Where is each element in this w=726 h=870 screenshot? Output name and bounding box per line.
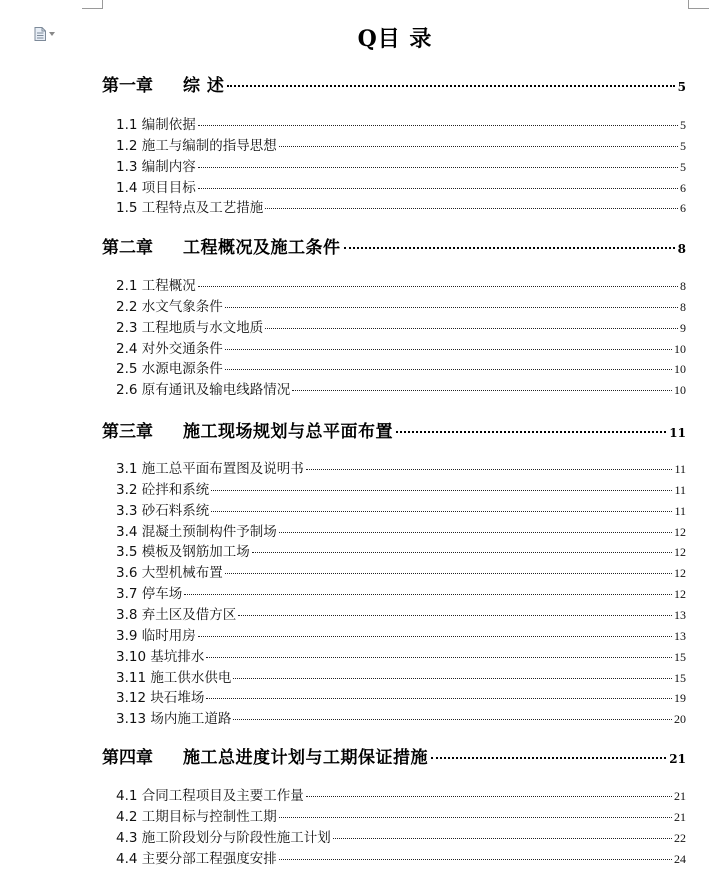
toc-section-entry[interactable]: [116, 689, 686, 707]
chapter-number: 第二章: [102, 238, 153, 258]
chapter-number: 第一章: [102, 76, 153, 96]
toc-section-entry[interactable]: [116, 808, 686, 826]
section-title: 3.10 基坑排水: [116, 648, 205, 665]
page-title: Q目 录: [357, 26, 433, 52]
section-title: 1.2 施工与编制的指导思想: [116, 137, 277, 154]
page-number: 20: [674, 712, 686, 727]
page-number: 13: [674, 607, 686, 622]
dot-leader: [198, 125, 678, 126]
toc-section-entry[interactable]: [116, 199, 686, 217]
section-title: 4.1 合同工程项目及主要工作量: [116, 788, 304, 804]
page-number: 10: [674, 362, 686, 377]
dot-leader: [344, 247, 675, 249]
page-number: 5: [680, 118, 686, 132]
dot-leader: [206, 698, 672, 699]
dot-leader: [198, 167, 678, 168]
page-number: 9: [680, 320, 686, 335]
page-number: 6: [680, 180, 686, 195]
page-number: 13: [674, 628, 686, 643]
section-title: 3.1 施工总平面布置图及说明书: [116, 461, 304, 477]
toc-section-entry[interactable]: [116, 710, 686, 728]
chapter-number: 第四章: [102, 748, 153, 768]
toc-section-entry[interactable]: [116, 340, 686, 358]
toc-section-entry[interactable]: [116, 543, 686, 561]
section-title: 2.4 对外交通条件: [116, 340, 223, 357]
section-title: 1.4 项目目标: [116, 179, 196, 196]
section-title: 3.8 弃土区及借方区: [116, 606, 237, 623]
toc-section-entry[interactable]: [116, 319, 686, 337]
section-title: 2.6 原有通讯及输电线路情况: [116, 382, 291, 399]
toc-section-entry[interactable]: [116, 298, 686, 316]
page-number: 10: [674, 383, 686, 398]
dot-leader: [279, 859, 672, 860]
section-title: 1.1 编制依据: [116, 117, 196, 133]
page-number: 11: [674, 503, 686, 518]
page-number: 5: [680, 138, 686, 153]
dot-leader: [279, 532, 672, 533]
toc-section-entry[interactable]: [116, 137, 686, 155]
section-title: 3.5 模板及钢筋加工场: [116, 544, 250, 561]
section-title: 2.2 水文气象条件: [116, 298, 223, 315]
chapter-title: 综 述: [183, 76, 225, 96]
section-title: 3.4 混凝土预制构件予制场: [116, 523, 277, 540]
section-title: 2.3 工程地质与水文地质: [116, 319, 264, 336]
section-title: 2.5 水源电源条件: [116, 361, 223, 378]
dot-leader: [225, 573, 672, 574]
toc-section-entry[interactable]: [116, 829, 686, 847]
dot-leader: [225, 369, 672, 370]
toc-section-entry[interactable]: [116, 564, 686, 582]
page-number: 19: [674, 691, 686, 706]
page-corner-mark-right: [688, 0, 709, 9]
toc-section-entry[interactable]: [116, 179, 686, 197]
toc-section-entry[interactable]: [116, 669, 686, 687]
toc-section-entry[interactable]: [116, 523, 686, 541]
dot-leader: [211, 511, 672, 512]
page-number: 5: [677, 80, 686, 94]
dot-leader: [211, 490, 672, 491]
page-number: 12: [674, 587, 686, 602]
toc-chapter-entry[interactable]: [102, 420, 686, 445]
dot-leader: [198, 188, 678, 189]
toc-chapter-entry[interactable]: [102, 236, 686, 261]
toc-chapter-entry[interactable]: [102, 74, 686, 99]
page-number: 21: [674, 809, 686, 824]
section-title: 3.2 砼拌和系统: [116, 481, 210, 498]
page-number: 15: [674, 649, 686, 664]
page-number: 22: [674, 830, 686, 845]
toc-section-entry[interactable]: [116, 381, 686, 399]
dot-leader: [184, 594, 672, 595]
toc-section-entry[interactable]: [116, 585, 686, 603]
page-number: 12: [674, 545, 686, 560]
section-title: 3.7 停车场: [116, 586, 183, 603]
page-number: 21: [669, 752, 686, 766]
dot-leader: [198, 286, 678, 287]
dot-leader: [306, 469, 673, 470]
dot-leader: [225, 349, 672, 350]
section-title: 1.5 工程特点及工艺措施: [116, 200, 264, 217]
page-number: 11: [669, 426, 686, 440]
section-title: 4.3 施工阶段划分与阶段性施工计划: [116, 829, 331, 846]
dot-leader: [292, 390, 672, 391]
toc-section-entry[interactable]: [116, 116, 686, 134]
section-title: 4.2 工期目标与控制性工期: [116, 808, 277, 825]
dot-leader: [225, 307, 678, 308]
chapter-number: 第三章: [102, 422, 153, 442]
dot-leader: [265, 208, 678, 209]
dot-leader: [233, 719, 672, 720]
page-number: 24: [674, 851, 686, 866]
dot-leader: [333, 838, 672, 839]
toc-chapter-entry[interactable]: [102, 746, 686, 771]
dot-leader: [265, 328, 678, 329]
dot-leader: [233, 678, 672, 679]
section-title: 3.9 临时用房: [116, 627, 196, 644]
dot-leader: [206, 657, 672, 658]
toc-section-entry[interactable]: [116, 277, 686, 295]
page-corner-mark-left: [82, 0, 103, 9]
section-title: 3.13 场内施工道路: [116, 711, 232, 728]
toc-section-entry[interactable]: [116, 606, 686, 624]
page-number: 6: [680, 201, 686, 216]
section-title: 3.6 大型机械布置: [116, 565, 223, 582]
chapter-title: 施工现场规划与总平面布置: [183, 422, 393, 442]
section-title: 3.11 施工供水供电: [116, 669, 232, 686]
toc-section-entry[interactable]: [116, 158, 686, 176]
toc-section-entry[interactable]: [116, 648, 686, 666]
dot-leader: [198, 636, 672, 637]
section-title: 3.3 砂石料系统: [116, 502, 210, 519]
section-title: 4.4 主要分部工程强度安排: [116, 850, 277, 867]
dot-leader: [238, 615, 672, 616]
dot-leader: [252, 552, 672, 553]
section-title: 2.1 工程概况: [116, 278, 196, 294]
toc-section-entry[interactable]: [116, 481, 686, 499]
page-number: 12: [674, 524, 686, 539]
page-number: 8: [677, 242, 686, 256]
page-number: 21: [674, 789, 686, 803]
page-number: 5: [680, 159, 686, 174]
page-number: 12: [674, 566, 686, 581]
toc-section-entry[interactable]: [116, 502, 686, 520]
toc-section-entry[interactable]: [116, 850, 686, 868]
dot-leader: [227, 85, 674, 87]
dot-leader: [279, 146, 678, 147]
page-number: 15: [674, 670, 686, 685]
dot-leader: [396, 431, 666, 433]
page-number: 8: [680, 299, 686, 314]
chapter-title: 施工总进度计划与工期保证措施: [183, 748, 428, 768]
page-number: 11: [674, 482, 686, 497]
section-title: 1.3 编制内容: [116, 158, 196, 175]
dot-leader: [279, 817, 672, 818]
toc-section-entry[interactable]: [116, 460, 686, 478]
page-number: 10: [674, 341, 686, 356]
page-number: 11: [674, 462, 686, 476]
toc-section-entry[interactable]: [116, 627, 686, 645]
section-title: 3.12 块石堆场: [116, 690, 205, 707]
page-number: 8: [680, 279, 686, 293]
dot-leader: [306, 796, 672, 797]
toc-section-entry[interactable]: [116, 360, 686, 378]
toc-section-entry[interactable]: [116, 787, 686, 805]
chapter-title: 工程概况及施工条件: [183, 238, 341, 258]
dot-leader: [431, 757, 666, 759]
